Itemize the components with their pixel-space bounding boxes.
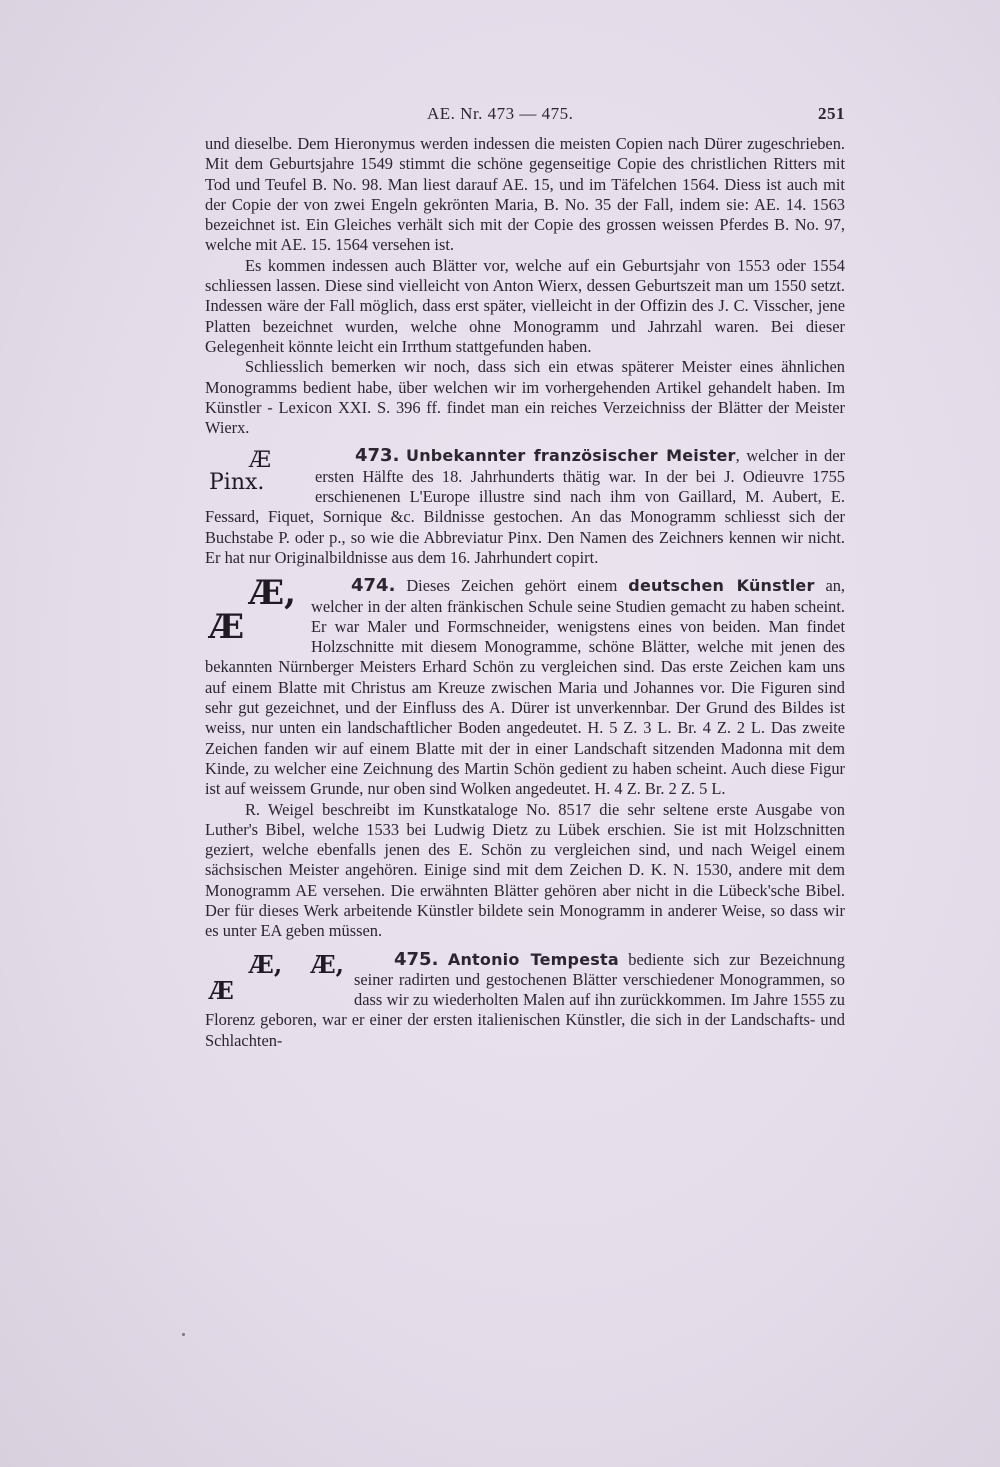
- entry-474-paragraph-2: R. Weigel beschreibt im Kunstkataloge No. 8517 die sehr seltene erste Ausgabe von Luther's Bibel, welche 1533 bei Ludwig Dietz zu Lübek erschien. Sie ist mit Holzschnitten geziert, welche ebenfalls jenen des E. Schön zu vergleichen sind, und nach Weigel einem sächsischen Meister angehören. Einige sind mit dem Zeichen D. K. N. 1530, andere mit dem Monogramm AE versehen. Die erwähnten Blätter gehören aber nicht in die Lübeck'sche Bibel. Der für dieses Werk arbeitende Künstler bildete sein Monogramm in anderer Weise, so dass wir es unter EA geben müssen.: [205, 799, 845, 941]
- entry-475: [205, 950, 845, 1051]
- entry-474: [205, 573, 846, 941]
- artist-name: Unbekannter französischer Meister: [406, 446, 736, 466]
- intro-paragraph-3: Schliesslich bemerken wir noch, dass sich ein etwas späterer Meister eines ähnlichen Monogramms bedient habe, über welchen wir im vorhergehenden Artikel gehandelt haben. Im Künstler - Lexicon XXI. S. 396 ff. findet man ein reiches Verzeichniss der Blätter der Meister Wierx.: [205, 357, 845, 438]
- page-number: 251: [818, 104, 845, 123]
- entry-473: [205, 446, 845, 568]
- entry-body: , welcher in der ersten Hälfte des 18. Jahrhunderts thätig war. In der bei J. Odieuvre 1755 erschienenen L'Europe illustre sind nach ihm von Gaillard, M. Aubert, E. Fessard, Fiquet, Sornique &c. Bildnisse gestochen. An das Monogramm schliesst sich der Buchstabe P. oder p., so wie die Abbreviatur Pinx. Den Namen des Zeichners kennen wir nicht. Er hat nur Originalbildnisse aus dem 16. Jahrhundert copirt.: [205, 446, 846, 567]
- ink-speck: [182, 1333, 185, 1336]
- entry-475-text: [205, 950, 845, 1051]
- entry-number: 475.: [394, 948, 439, 970]
- entry-lead: Dieses Zeichen gehört einem: [395, 576, 629, 596]
- page-header: [205, 104, 845, 134]
- monogram-image: Æ, Æ: [209, 573, 296, 648]
- entry-body: bediente sich zur Bezeichnung seiner radirten und gestochenen Blätter verschiedener Monogrammen, so dass wir zu wiederholten Malen auf ihn zurückkommen. Im Jahre 1555 zu Florenz geboren, war er einer der ersten italienischen Künstler, die sich in der Landschafts- und Schlachten-: [205, 949, 845, 1050]
- running-head: AE. Nr. 473 — 475.: [427, 104, 574, 123]
- intro-paragraph-2: Es kommen indessen auch Blätter vor, welche auf ein Geburtsjahr von 1553 oder 1554 schliessen lassen. Diese sind vielleicht von Anton Wierx, dessen Geburtszeit man um 1550 setzt. Indessen wäre der Fall möglich, dass erst später, vielleicht in der Offizin des J. C. Visscher, jene Platten bezeichnet wurden, welche ohne Monogramm und Jahrzahl waren. Bei dieser Gelegenheit könnte leicht ein Irrthum stattgefunden haben.: [205, 255, 845, 356]
- artist-name: Antonio Tempesta: [447, 949, 619, 969]
- monogram-image: Æ, Æ, Æ: [209, 949, 344, 1005]
- monogram-image: Æ Pinx.: [209, 448, 272, 496]
- artist-name: deutschen Künstler: [628, 576, 815, 596]
- entry-473-text: [205, 446, 845, 568]
- entry-number: 474.: [351, 575, 396, 597]
- intro-paragraph-1: und dieselbe. Dem Hieronymus werden indessen die meisten Copien nach Dürer zugeschrieben. Mit dem Geburtsjahre 1549 stimmt die schöne gegenseitige Copie des christlichen Ritters mit Tod und Teufel B. No. 98. Man liest darauf AE. 15, und im Täfelchen 1564. Diess ist auch mit der Copie der von zwei Engeln gekrönten Maria, B. No. 35 der Fall, indem sie: AE. 14. 1563 bezeichnet ist. Ein Gleiches verhält sich mit der Copie des grossen weissen Pferdes B. No. 97, welche mit AE. 15. 1564 versehen ist.: [205, 134, 845, 255]
- entry-number: 473.: [355, 445, 400, 467]
- text-column: [205, 104, 845, 1051]
- entry-body: an, welcher in der alten fränkischen Schule seine Studien gemacht zu haben scheint. Er war Maler und Formschneider, wenigstens eines von beiden. Man findet Holzschnitte mit diesem Monogramme, schöne Blätter, welche mit jenen des bekannten Nürnberger Meisters Erhard Schön zu vergleichen sind. Das erste Zeichen kam uns auf einem Blatte mit Christus am Kreuze zwischen Maria und Johannes vor. Die Figuren sind sehr gut gezeichnet, und der Einfluss des A. Dürer ist unverkennbar. Der Grund des Bildes ist weiss, nur unten ein landschaftlicher Boden angedeutet. H. 5 Z. 3 L. Br. 4 Z. 2 L. Das zweite Zeichen fanden wir auf einem Blatte mit der in einer Landschaft sitzenden Madonna mit dem Kinde, zu welcher eine Zeichnung des Martin Schön gedient zu haben scheint. Auch diese Figur ist auf weissem Grunde, nur oben sind Wolken angedeutet. H. 4 Z. Br. 2 Z. 5 L.: [205, 576, 846, 799]
- entry-474-text: [205, 573, 846, 799]
